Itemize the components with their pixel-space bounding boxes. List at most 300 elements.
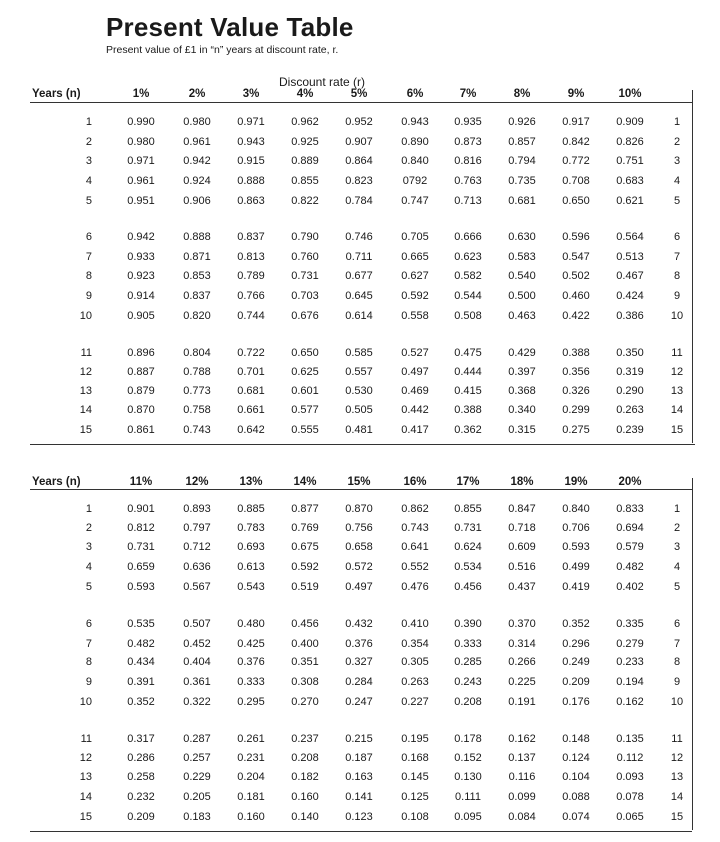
table-cell: 0.452 — [183, 638, 211, 650]
table-cell: 0.592 — [291, 561, 319, 573]
table-cell: 0.209 — [127, 811, 155, 823]
table-cell: 0.178 — [454, 733, 482, 745]
table-cell: 0.681 — [508, 195, 536, 207]
table-cell: 0.924 — [183, 175, 211, 187]
table-cell: 0.481 — [345, 424, 373, 436]
table-cell: 0.907 — [345, 136, 373, 148]
years-value-right: 13 — [670, 385, 684, 397]
table-cell: 0.901 — [127, 503, 155, 515]
table-cell: 0.885 — [237, 503, 265, 515]
table-cell: 0.104 — [562, 771, 590, 783]
years-value-left: 14 — [79, 404, 92, 416]
table-cell: 0.820 — [183, 310, 211, 322]
table-cell: 0.666 — [454, 231, 482, 243]
table-cell: 0.980 — [127, 136, 155, 148]
rate-column-header: 10% — [618, 88, 642, 100]
table-cell: 0.557 — [345, 366, 373, 378]
table-cell: 0.971 — [237, 116, 265, 128]
table-cell: 0.701 — [237, 366, 265, 378]
table-cell: 0.613 — [237, 561, 265, 573]
table-cell: 0.386 — [616, 310, 644, 322]
table-cell: 0.961 — [183, 136, 211, 148]
years-value-left: 4 — [85, 561, 92, 573]
table-cell: 0.862 — [401, 503, 429, 515]
years-value-right: 14 — [670, 791, 684, 803]
table-cell: 0.582 — [454, 270, 482, 282]
table-cell: 0.500 — [508, 290, 536, 302]
rate-column-header: 1% — [132, 88, 150, 100]
table-cell: 0.822 — [291, 195, 319, 207]
table-cell: 0.943 — [237, 136, 265, 148]
table-cell: 0.630 — [508, 231, 536, 243]
table-cell: 0.135 — [616, 733, 644, 745]
years-value-right: 10 — [670, 310, 684, 322]
years-value-right: 8 — [673, 656, 681, 668]
table-cell: 0.534 — [454, 561, 482, 573]
table-cell: 0.400 — [291, 638, 319, 650]
table-cell: 0.794 — [508, 155, 536, 167]
table-cell: 0.314 — [508, 638, 536, 650]
table-cell: 0.456 — [454, 581, 482, 593]
table-cell: 0.890 — [401, 136, 429, 148]
table-cell: 0.873 — [454, 136, 482, 148]
years-value-left: 15 — [79, 424, 92, 436]
years-value-right: 6 — [673, 231, 681, 243]
table-cell: 0.906 — [183, 195, 211, 207]
rate-column-header: 7% — [459, 88, 477, 100]
table-cell: 0.951 — [127, 195, 155, 207]
table-cell: 0.442 — [401, 404, 429, 416]
rate-column-header: 11% — [129, 476, 153, 488]
rate-column-header: 2% — [188, 88, 206, 100]
table-right-border — [692, 90, 693, 443]
table-cell: 0.362 — [454, 424, 482, 436]
table-cell: 0.547 — [562, 251, 590, 263]
table-cell: 0.896 — [127, 347, 155, 359]
table-cell: 0.888 — [237, 175, 265, 187]
table-cell: 0.756 — [345, 522, 373, 534]
table-cell: 0.354 — [401, 638, 429, 650]
table-cell: 0.747 — [401, 195, 429, 207]
years-value-right: 9 — [673, 290, 681, 302]
table-cell: 0.093 — [616, 771, 644, 783]
table-cell: 0.182 — [291, 771, 319, 783]
table-cell: 0.191 — [508, 696, 536, 708]
table-cell: 0.263 — [401, 676, 429, 688]
years-value-left: 2 — [85, 136, 92, 148]
table-cell: 0.842 — [562, 136, 590, 148]
table-cell: 0.476 — [401, 581, 429, 593]
table-cell: 0.519 — [291, 581, 319, 593]
table-cell: 0.065 — [616, 811, 644, 823]
table-cell: 0.308 — [291, 676, 319, 688]
years-value-left: 10 — [79, 310, 92, 322]
table-cell: 0.361 — [183, 676, 211, 688]
page-title: Present Value Table — [106, 12, 354, 42]
table-cell: 0.816 — [454, 155, 482, 167]
years-value-left: 5 — [85, 195, 92, 207]
table-cell: 0.658 — [345, 541, 373, 553]
table-cell: 0.305 — [401, 656, 429, 668]
table-cell: 0.583 — [508, 251, 536, 263]
table-cell: 0.915 — [237, 155, 265, 167]
table-cell: 0.527 — [401, 347, 429, 359]
table-cell: 0.233 — [616, 656, 644, 668]
table-cell: 0.990 — [127, 116, 155, 128]
years-value-left: 2 — [85, 522, 92, 534]
years-value-right: 3 — [673, 155, 681, 167]
table-cell: 0.942 — [183, 155, 211, 167]
years-value-left: 15 — [79, 811, 92, 823]
table-cell: 0.706 — [562, 522, 590, 534]
table-cell: 0.926 — [508, 116, 536, 128]
table-cell: 0.925 — [291, 136, 319, 148]
table-cell: 0.585 — [345, 347, 373, 359]
table-cell: 0.148 — [562, 733, 590, 745]
table-cell: 0.145 — [401, 771, 429, 783]
table-cell: 0.665 — [401, 251, 429, 263]
years-value-right: 15 — [670, 811, 684, 823]
years-value-left: 12 — [79, 752, 92, 764]
table-cell: 0.404 — [183, 656, 211, 668]
years-value-left: 6 — [85, 231, 92, 243]
years-value-right: 2 — [673, 522, 681, 534]
table-cell: 0.889 — [291, 155, 319, 167]
table-cell: 0.887 — [127, 366, 155, 378]
table-cell: 0.183 — [183, 811, 211, 823]
table-cell: 0.275 — [562, 424, 590, 436]
table-cell: 0.502 — [562, 270, 590, 282]
table-cell: 0.284 — [345, 676, 373, 688]
table-cell: 0.112 — [616, 752, 644, 764]
table-right-border — [692, 478, 693, 830]
years-value-left: 8 — [85, 270, 92, 282]
table-cell: 0.861 — [127, 424, 155, 436]
table-cell: 0.215 — [345, 733, 373, 745]
table-cell: 0.460 — [562, 290, 590, 302]
table-cell: 0.333 — [237, 676, 265, 688]
table-cell: 0.088 — [562, 791, 590, 803]
table-cell: 0.370 — [508, 618, 536, 630]
years-value-right: 7 — [673, 638, 681, 650]
years-value-left: 9 — [85, 290, 92, 302]
table-cell: 0.711 — [345, 251, 373, 263]
table-cell: 0.746 — [345, 231, 373, 243]
table-cell: 0.163 — [345, 771, 373, 783]
table-cell: 0.621 — [616, 195, 644, 207]
rate-column-header: 15% — [347, 476, 371, 488]
table-cell: 0.683 — [616, 175, 644, 187]
table-cell: 0.335 — [616, 618, 644, 630]
table-cell: 0.933 — [127, 251, 155, 263]
rate-column-header: 19% — [564, 476, 588, 488]
rate-column-header: 16% — [403, 476, 427, 488]
table-cell: 0.480 — [237, 618, 265, 630]
rate-column-header: 18% — [510, 476, 534, 488]
table-cell: 0.783 — [237, 522, 265, 534]
years-value-right: 11 — [671, 733, 683, 745]
table-cell: 0.952 — [345, 116, 373, 128]
table-cell: 0.833 — [616, 503, 644, 515]
table-cell: 0.614 — [345, 310, 373, 322]
table-cell: 0.857 — [508, 136, 536, 148]
years-value-right: 12 — [670, 366, 684, 378]
table-cell: 0.675 — [291, 541, 319, 553]
table-cell: 0.368 — [508, 385, 536, 397]
table-cell: 0.116 — [508, 771, 536, 783]
years-value-left: 13 — [79, 771, 92, 783]
table-cell: 0.111 — [455, 791, 481, 803]
table-cell: 0.225 — [508, 676, 536, 688]
table-cell: 0.751 — [616, 155, 644, 167]
table-cell: 0.124 — [562, 752, 590, 764]
years-value-left: 1 — [85, 116, 92, 128]
rate-column-header: 5% — [350, 88, 368, 100]
table-cell: 0.712 — [183, 541, 211, 553]
table-cell: 0.773 — [183, 385, 211, 397]
table-cell: 0.804 — [183, 347, 211, 359]
table-cell: 0.703 — [291, 290, 319, 302]
table-cell: 0.074 — [562, 811, 590, 823]
table-cell: 0.227 — [401, 696, 429, 708]
table-cell: 0.429 — [508, 347, 536, 359]
table-cell: 0.317 — [127, 733, 155, 745]
table-cell: 0.287 — [183, 733, 211, 745]
rate-column-header: 9% — [567, 88, 585, 100]
table-cell: 0.735 — [508, 175, 536, 187]
table-cell: 0.444 — [454, 366, 482, 378]
table-cell: 0.229 — [183, 771, 211, 783]
years-value-left: 6 — [85, 618, 92, 630]
table-cell: 0.340 — [508, 404, 536, 416]
table-cell: 0.123 — [345, 811, 373, 823]
years-value-left: 9 — [85, 676, 92, 688]
table-cell: 0.837 — [237, 231, 265, 243]
table-cell: 0.567 — [183, 581, 211, 593]
table-cell: 0.681 — [237, 385, 265, 397]
table-cell: 0.766 — [237, 290, 265, 302]
table-cell: 0.855 — [454, 503, 482, 515]
table-cell: 0.823 — [345, 175, 373, 187]
table-cell: 0.942 — [127, 231, 155, 243]
years-column-header: Years (n) — [32, 88, 81, 100]
table-cell: 0.763 — [454, 175, 482, 187]
years-value-left: 13 — [79, 385, 92, 397]
table-cell: 0.239 — [616, 424, 644, 436]
table-cell: 0.463 — [508, 310, 536, 322]
years-value-right: 1 — [673, 116, 681, 128]
header-underline — [30, 102, 692, 103]
years-value-left: 10 — [79, 696, 92, 708]
table-cell: 0.205 — [183, 791, 211, 803]
table-cell: 0.505 — [345, 404, 373, 416]
table-cell: 0.871 — [183, 251, 211, 263]
years-value-right: 15 — [670, 424, 684, 436]
table-cell: 0.376 — [237, 656, 265, 668]
table-cell: 0.971 — [127, 155, 155, 167]
years-value-right: 3 — [673, 541, 681, 553]
table-cell: 0.837 — [183, 290, 211, 302]
table-cell: 0.084 — [508, 811, 536, 823]
table-cell: 0.243 — [454, 676, 482, 688]
table-cell: 0.713 — [454, 195, 482, 207]
table-cell: 0.295 — [237, 696, 265, 708]
years-value-left: 7 — [85, 251, 92, 263]
table-cell: 0.499 — [562, 561, 590, 573]
table-cell: 0.676 — [291, 310, 319, 322]
table-cell: 0.564 — [616, 231, 644, 243]
table-cell: 0.592 — [401, 290, 429, 302]
table-cell: 0792 — [402, 175, 428, 187]
rate-column-header: 13% — [239, 476, 263, 488]
years-value-left: 5 — [85, 581, 92, 593]
years-value-right: 6 — [673, 618, 681, 630]
table-cell: 0.315 — [508, 424, 536, 436]
table-cell: 0.769 — [291, 522, 319, 534]
years-value-left: 3 — [85, 155, 92, 167]
rate-column-header: 6% — [406, 88, 424, 100]
table-cell: 0.078 — [616, 791, 644, 803]
table-cell: 0.232 — [127, 791, 155, 803]
table-cell: 0.980 — [183, 116, 211, 128]
table-cell: 0.870 — [127, 404, 155, 416]
table-cell: 0.350 — [616, 347, 644, 359]
table-cell: 0.296 — [562, 638, 590, 650]
table-cell: 0.623 — [454, 251, 482, 263]
table-cell: 0.555 — [291, 424, 319, 436]
table-cell: 0.840 — [562, 503, 590, 515]
table-cell: 0.917 — [562, 116, 590, 128]
table-cell: 0.743 — [401, 522, 429, 534]
table-cell: 0.507 — [183, 618, 211, 630]
table-cell: 0.469 — [401, 385, 429, 397]
table-cell: 0.285 — [454, 656, 482, 668]
table-cell: 0.935 — [454, 116, 482, 128]
table-cell: 0.402 — [616, 581, 644, 593]
table-cell: 0.333 — [454, 638, 482, 650]
table-cell: 0.410 — [401, 618, 429, 630]
table-cell: 0.168 — [401, 752, 429, 764]
table-cell: 0.327 — [345, 656, 373, 668]
table-cell: 0.659 — [127, 561, 155, 573]
table-cell: 0.160 — [237, 811, 265, 823]
table-cell: 0.813 — [237, 251, 265, 263]
table-cell: 0.593 — [127, 581, 155, 593]
page-subtitle: Present value of £1 in “n” years at discount rate, r. — [106, 44, 339, 56]
years-value-right: 11 — [671, 347, 683, 359]
table-cell: 0.390 — [454, 618, 482, 630]
table-cell: 0.552 — [401, 561, 429, 573]
years-value-right: 1 — [673, 503, 681, 515]
table-cell: 0.826 — [616, 136, 644, 148]
table-cell: 0.516 — [508, 561, 536, 573]
table-cell: 0.181 — [237, 791, 265, 803]
table-cell: 0.279 — [616, 638, 644, 650]
table-cell: 0.694 — [616, 522, 644, 534]
table-cell: 0.263 — [616, 404, 644, 416]
table-cell: 0.847 — [508, 503, 536, 515]
table-cell: 0.356 — [562, 366, 590, 378]
table-cell: 0.731 — [291, 270, 319, 282]
table-cell: 0.475 — [454, 347, 482, 359]
table-cell: 0.456 — [291, 618, 319, 630]
table-cell: 0.731 — [127, 541, 155, 553]
table-cell: 0.194 — [616, 676, 644, 688]
table-cell: 0.530 — [345, 385, 373, 397]
table-cell: 0.352 — [127, 696, 155, 708]
table-cell: 0.162 — [616, 696, 644, 708]
header-underline — [30, 489, 692, 490]
table-cell: 0.432 — [345, 618, 373, 630]
table-cell: 0.208 — [454, 696, 482, 708]
table-cell: 0.855 — [291, 175, 319, 187]
table-cell: 0.624 — [454, 541, 482, 553]
table-cell: 0.579 — [616, 541, 644, 553]
table-cell: 0.299 — [562, 404, 590, 416]
years-value-right: 8 — [673, 270, 681, 282]
years-value-right: 14 — [670, 404, 684, 416]
years-value-left: 14 — [79, 791, 92, 803]
section-divider — [30, 444, 695, 445]
table-cell: 0.391 — [127, 676, 155, 688]
table-cell: 0.266 — [508, 656, 536, 668]
rate-column-header: 8% — [513, 88, 531, 100]
table-cell: 0.596 — [562, 231, 590, 243]
table-cell: 0.914 — [127, 290, 155, 302]
table-cell: 0.130 — [454, 771, 482, 783]
table-cell: 0.731 — [454, 522, 482, 534]
table-cell: 0.257 — [183, 752, 211, 764]
table-cell: 0.535 — [127, 618, 155, 630]
table-cell: 0.351 — [291, 656, 319, 668]
rate-column-header: 14% — [293, 476, 317, 488]
years-value-left: 8 — [85, 656, 92, 668]
table-cell: 0.661 — [237, 404, 265, 416]
table-cell: 0.718 — [508, 522, 536, 534]
table-cell: 0.593 — [562, 541, 590, 553]
years-value-right: 4 — [673, 175, 681, 187]
table-cell: 0.249 — [562, 656, 590, 668]
table-cell: 0.231 — [237, 752, 265, 764]
table-cell: 0.788 — [183, 366, 211, 378]
table-cell: 0.125 — [401, 791, 429, 803]
table-cell: 0.397 — [508, 366, 536, 378]
table-cell: 0.140 — [291, 811, 319, 823]
rate-column-header: 12% — [185, 476, 209, 488]
table-cell: 0.508 — [454, 310, 482, 322]
table-cell: 0.497 — [401, 366, 429, 378]
years-value-left: 1 — [85, 503, 92, 515]
table-cell: 0.237 — [291, 733, 319, 745]
table-cell: 0.258 — [127, 771, 155, 783]
years-value-right: 2 — [673, 136, 681, 148]
table-cell: 0.208 — [291, 752, 319, 764]
table-cell: 0.540 — [508, 270, 536, 282]
table-cell: 0.853 — [183, 270, 211, 282]
rate-column-header: 4% — [296, 88, 314, 100]
table-cell: 0.095 — [454, 811, 482, 823]
years-value-right: 4 — [673, 561, 681, 573]
table-cell: 0.388 — [454, 404, 482, 416]
table-cell: 0.497 — [345, 581, 373, 593]
table-cell: 0.677 — [345, 270, 373, 282]
table-cell: 0.425 — [237, 638, 265, 650]
rate-column-header: 3% — [242, 88, 260, 100]
table-cell: 0.558 — [401, 310, 429, 322]
table-cell: 0.744 — [237, 310, 265, 322]
years-value-right: 5 — [673, 195, 681, 207]
table-cell: 0.204 — [237, 771, 265, 783]
